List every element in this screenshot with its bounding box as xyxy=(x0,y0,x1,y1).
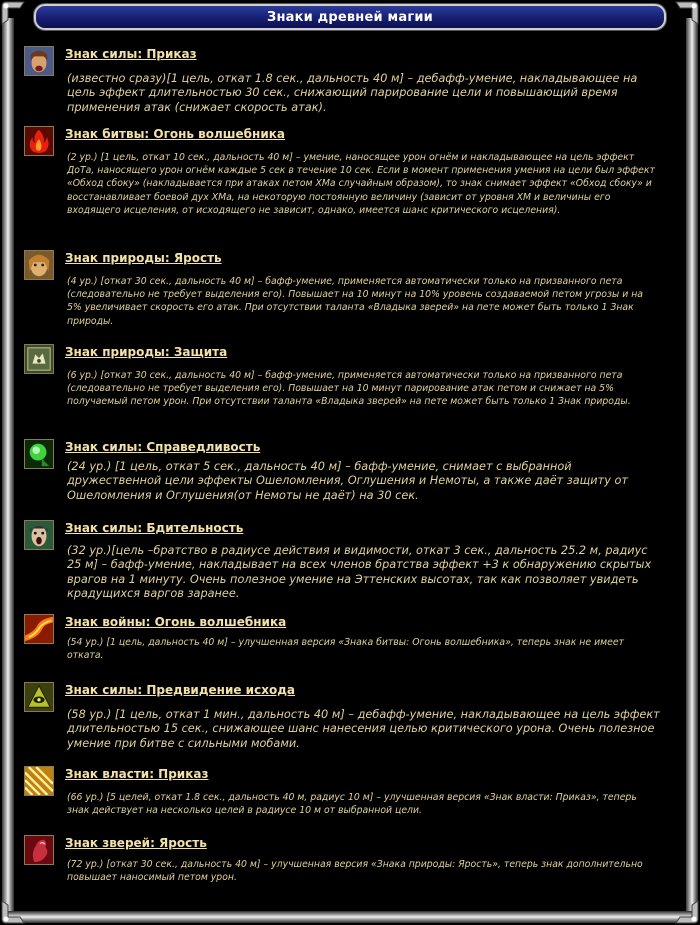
skill-description: (32 ур.)[цель –братство в радиусе действия и видимости, откат 3 сек., дальность 25.2 м, радиус 25 м] – бафф-умение, накладывает на всех членов братства эффект +3 к обнаружению скрытых врагов на 1 минуту. Очень полезное умение на Эттенских высотах, так как позволяет увидеть крадущихся варгов заранее. xyxy=(67,544,652,600)
corner-ornament-icon xyxy=(0,0,26,26)
corner-ornament-icon xyxy=(674,0,700,26)
fire-icon xyxy=(24,126,54,156)
skill-description: (66 ур.) [5 целей, откат 1.8 сек., дальность 40 м, радиус 10 м] – улучшенная версия «Знак власти: Приказ», теперь знак действует на несколько целей в радиусе 10 м от выбранной цели. xyxy=(67,792,637,817)
skill-name-link[interactable]: Знак силы: Приказ xyxy=(65,47,197,61)
skill-name-link[interactable]: Знак силы: Бдительность xyxy=(65,521,244,535)
skill-name-link[interactable]: Знак природы: Защита xyxy=(65,345,228,359)
frame-border-right xyxy=(686,18,698,911)
skill-name-link[interactable]: Знак силы: Предвидение исхода xyxy=(65,683,295,697)
skill-name-link[interactable]: Знак власти: Приказ xyxy=(65,767,209,781)
skills-list xyxy=(22,42,678,905)
skill-name-link[interactable]: Знак зверей: Ярость xyxy=(65,836,207,850)
flame-burst-icon xyxy=(24,614,54,644)
emblem-icon xyxy=(24,344,54,374)
skill-name-link[interactable]: Знак битвы: Огонь волшебника xyxy=(65,127,286,141)
skill-description: (72 ур.) [откат 30 сек., дальность 40 м] – улучшенная версия «Знака природы: Ярость», теперь знак дополнительно повышает наносимый петом урон. xyxy=(67,859,643,884)
green-orb-icon xyxy=(24,439,54,469)
red-beast-icon xyxy=(24,835,54,865)
skill-description: (2 ур.) [1 цель, откат 10 сек., дальность 40 м] – умение, наносящее урон огнём и накладывающее на цель эффект ДоТа, наносящего урон огнём каждые 5 сек в течение 10 сек. Если в момент применения умения на цели был эффект «Обход сбоку» (накладывается при атаках петом ХМа случайным образом), то знак снимает эффект «Обход сбоку» и восстанавливает боевой дух ХМа, на некоторую постоянную величину (зависит от уровня ХМ и величины его входящего исцеления, от исходящего не зависит, однако, имеется шанс критического исцеления). xyxy=(67,152,655,216)
skill-description: (6 ур.) [откат 30 сек., дальность 40 м] – бафф-умение, применяется автоматически только на призванного пета (следовательно не требует выделения его). Повышает на 10 минут парирование атак петом и снижает на 5% получаемый петом урон. При отсутствии таланта «Владыка зверей» на пете может быть только 1 Знак природы. xyxy=(67,370,631,408)
eye-triangle-icon xyxy=(24,682,54,712)
screaming-face-icon xyxy=(24,520,54,550)
warrior-face-icon xyxy=(24,46,54,76)
skill-name-link[interactable]: Знак силы: Справедливость xyxy=(65,440,261,454)
skill-description: (24 ур.) [1 цель, откат 5 сек., дальность 40 м] – бафф-умение, снимает с выбранной дружественной цели эффекты Ошеломления, Оглушения и Немоты, а также даёт защиту от Ошеломления и Оглушения(от Немоты не даёт) на 30 сек. xyxy=(67,460,628,502)
skill-description: (58 ур.) [1 цель, откат 1 мин., дальность 40 м] – дебафф-умение, накладывающее на цель эффект длительностью 15 сек., снижающее шанс нанесения целью критического урона. Очень полезное умение при битве с сильными мобами. xyxy=(67,708,660,750)
skill-description: (4 ур.) [откат 30 сек., дальность 40 м] – бафф-умение, применяется автоматически только на призванного пета (следовательно не требует выделения его). Повышает на 10 минут на 10% уровень создаваемой петом угрозы и на 5% увеличивает скорость его атак. При отсутствии таланта «Владыка зверей» на пете может быть только 1 Знак природы. xyxy=(67,276,644,327)
skill-description: (известно сразу)[1 цель, откат 1.8 сек., дальность 40 м] – дебафф-умение, накладывающее на цель эффект длительностью 30 сек., снижающий парирование цели и повышающий время применения атак (снижает скорость атак). xyxy=(67,72,638,114)
frame-border-bottom xyxy=(8,911,692,923)
beast-face-icon xyxy=(24,250,54,280)
light-rays-icon xyxy=(24,766,54,796)
skill-name-link[interactable]: Знак войны: Огонь волшебника xyxy=(65,615,287,629)
frame-border-left xyxy=(2,18,14,911)
window-title: Знаки древней магии xyxy=(267,9,433,25)
skill-description: (54 ур.) [1 цель, дальность 40 м] – улучшенная версия «Знака битвы: Огонь волшебника», теперь знак не имеет отката. xyxy=(67,637,624,662)
title-bar xyxy=(34,4,666,30)
skill-name-link[interactable]: Знак природы: Ярость xyxy=(65,251,222,265)
